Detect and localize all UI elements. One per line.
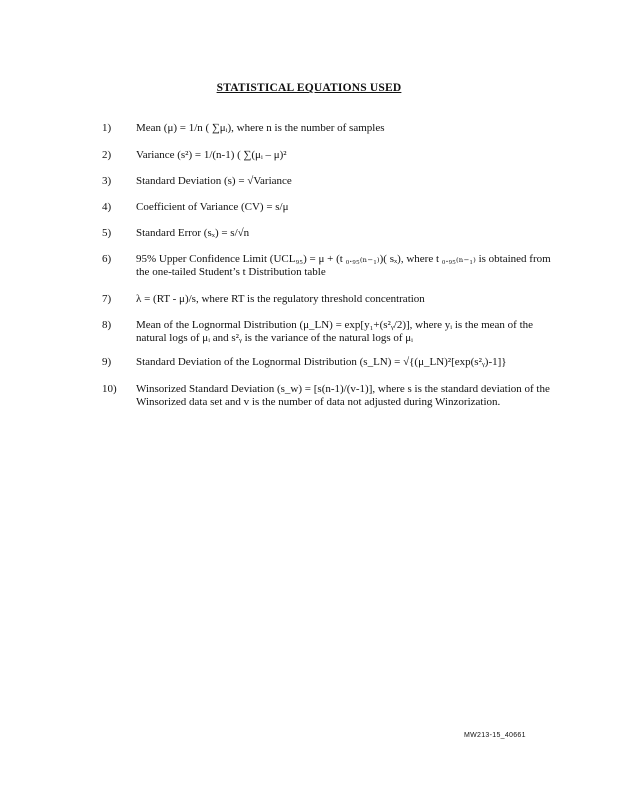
- equation-number: 6): [102, 253, 112, 265]
- equation-number: 9): [102, 356, 112, 368]
- equation-number: 4): [102, 201, 112, 213]
- equation-number: 2): [102, 149, 112, 161]
- equation-number: 5): [102, 227, 112, 239]
- equation-item: [102, 253, 552, 279]
- equation-item: [102, 175, 552, 188]
- page-title: STATISTICAL EQUATIONS USED: [216, 82, 402, 94]
- equation-item: [102, 227, 552, 240]
- equation-number: 7): [102, 293, 112, 305]
- equation-text: λ = (RT - μ)/s, where RT is the regulatory threshold concentration: [136, 293, 425, 305]
- equation-text: Mean (μ) = 1/n ( ∑μᵢ), where n is the number of samples: [136, 122, 385, 134]
- equation-text: 95% Upper Confidence Limit (UCL₉₅) = μ + (t ₀.₉₅₍ₙ₋₁₎)( sₓ), where t ₀.₉₅₍ₙ₋₁₎ is obtained from the one-tailed Student’s t Distribution table: [136, 253, 551, 278]
- equation-item: [102, 383, 552, 409]
- equation-text: Variance (s²) = 1/(n-1) ( ∑(μᵢ – μ)²: [136, 149, 287, 161]
- equation-item: [102, 356, 552, 369]
- equation-text: Winsorized Standard Deviation (s_w) = [s(n-1)/(v-1)], where s is the standard deviation of the Winsorized data set and v is the number of data not adjusted during Winzorization.: [136, 383, 550, 408]
- equation-text: Standard Deviation (s) = √Variance: [136, 175, 292, 187]
- equation-item: [102, 122, 552, 135]
- equation-item: [102, 201, 552, 214]
- equation-item: [102, 293, 552, 306]
- equation-text: Coefficient of Variance (CV) = s/μ: [136, 201, 289, 213]
- equation-text: Mean of the Lognormal Distribution (μ_LN) = exp[y₁+(s²ᵧ/2)], where yᵢ is the mean of the natural logs of μᵢ and s²ᵧ is the variance of the natural logs of μᵢ: [136, 319, 534, 344]
- equation-item: [102, 149, 552, 162]
- equation-item: [102, 319, 552, 345]
- document-id: MW213-15_40661: [464, 732, 526, 739]
- equation-text: Standard Error (sₓ) = s/√n: [136, 227, 250, 239]
- equation-number: 8): [102, 319, 112, 331]
- equation-number: 10): [102, 383, 117, 395]
- equation-text: Standard Deviation of the Lognormal Distribution (s_LN) = √{(μ_LN)²[exp(s²ᵧ)-1]}: [136, 356, 507, 368]
- equation-number: 1): [102, 122, 112, 134]
- equation-number: 3): [102, 175, 112, 187]
